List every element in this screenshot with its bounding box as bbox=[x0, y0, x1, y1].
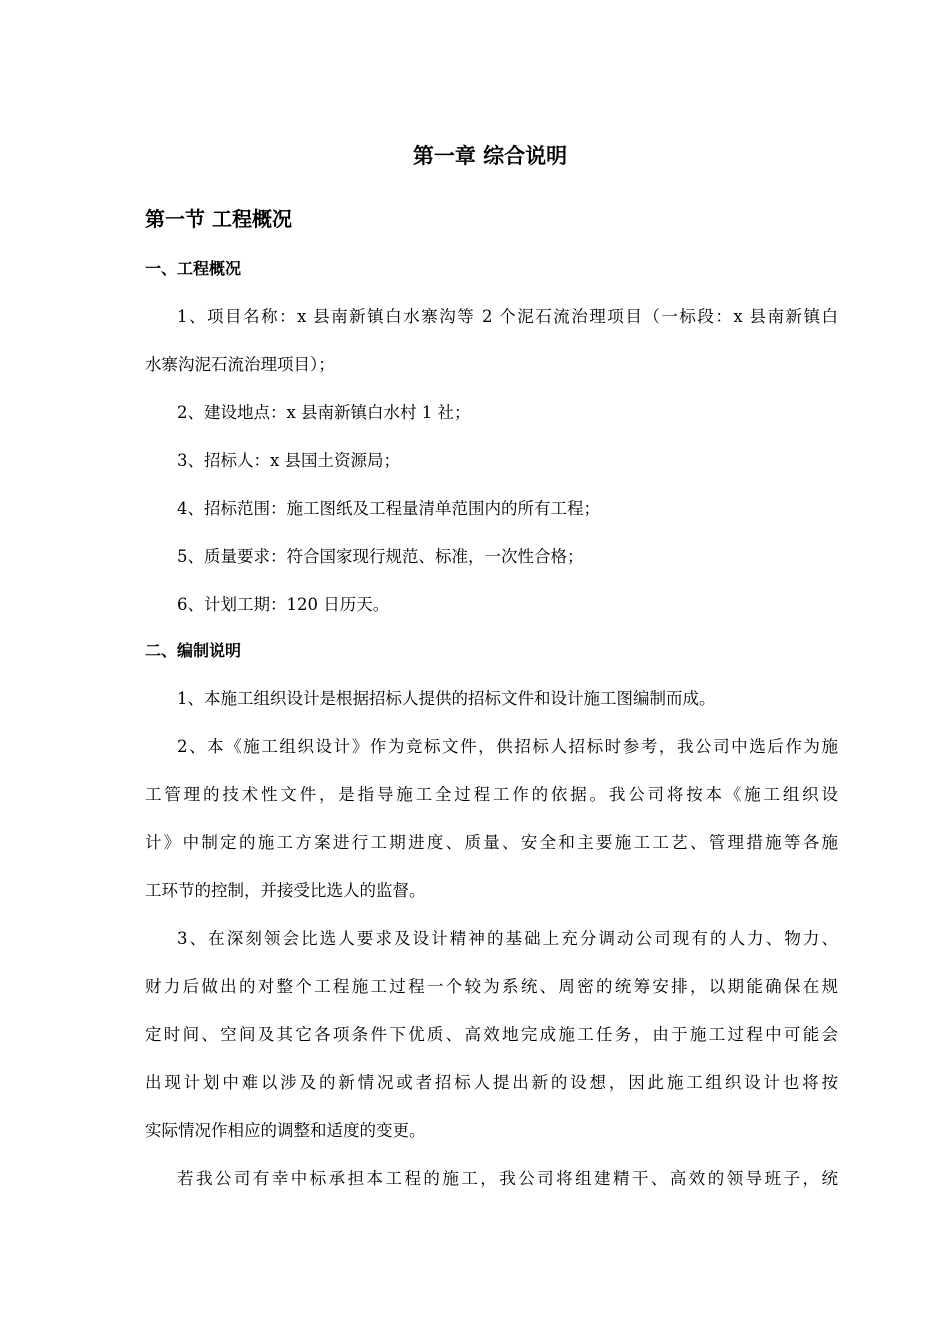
item-construction-site: 2、建设地点：x 县南新镇白水村 1 社； bbox=[177, 403, 471, 422]
paragraph-2-line2: 工管理的技术性文件，是指导施工全过程工作的依据。我公司将按本《施工组织设 bbox=[145, 785, 838, 804]
chapter-title: 第一章 综合说明 bbox=[412, 144, 568, 168]
heading-project-overview: 一、工程概况 bbox=[145, 259, 242, 278]
paragraph-2-line3: 计》中制定的施工方案进行工期进度、质量、安全和主要施工工艺、管理措施等各施 bbox=[145, 833, 838, 852]
item-project-name-line1: 1、项目名称：x 县南新镇白水寨沟等 2 个泥石流治理项目（一标段：x 县南新镇白 bbox=[177, 307, 838, 326]
paragraph-1-line1: 1、本施工组织设计是根据招标人提供的招标文件和设计施工图编制而成。 bbox=[177, 689, 716, 708]
section-title: 第一节 工程概况 bbox=[145, 207, 292, 231]
item-tenderer: 3、招标人：x 县国土资源局； bbox=[177, 451, 401, 470]
item-planned-duration: 6、计划工期：120 日历天。 bbox=[177, 595, 390, 614]
paragraph-2-line4: 工环节的控制，并接受比选人的监督。 bbox=[145, 881, 426, 900]
item-project-name-line2: 水寨沟泥石流治理项目）； bbox=[145, 355, 335, 374]
heading-compilation-notes: 二、编制说明 bbox=[145, 641, 242, 660]
item-quality-requirement: 5、质量要求：符合国家现行规范、标准，一次性合格； bbox=[177, 547, 584, 566]
paragraph-3-line5: 实际情况作相应的调整和适度的变更。 bbox=[145, 1121, 426, 1140]
paragraph-3-line2: 财力后做出的对整个工程施工过程一个较为系统、周密的统筹安排，以期能确保在规 bbox=[145, 977, 838, 996]
paragraph-3-line1: 3、在深刻领会比选人要求及设计精神的基础上充分调动公司现有的人力、物力、 bbox=[177, 929, 838, 948]
paragraph-4-line1: 若我公司有幸中标承担本工程的施工，我公司将组建精干、高效的领导班子，统 bbox=[177, 1169, 838, 1188]
paragraph-2-line1: 2、本《施工组织设计》作为竞标文件，供招标人招标时参考，我公司中选后作为施 bbox=[177, 737, 838, 756]
paragraph-3-line3: 定时间、空间及其它各项条件下优质、高效地完成施工任务，由于施工过程中可能会 bbox=[145, 1025, 838, 1044]
item-tender-scope: 4、招标范围：施工图纸及工程量清单范围内的所有工程； bbox=[177, 499, 600, 518]
paragraph-3-line4: 出现计划中难以涉及的新情况或者招标人提出新的设想，因此施工组织设计也将按 bbox=[145, 1073, 838, 1092]
